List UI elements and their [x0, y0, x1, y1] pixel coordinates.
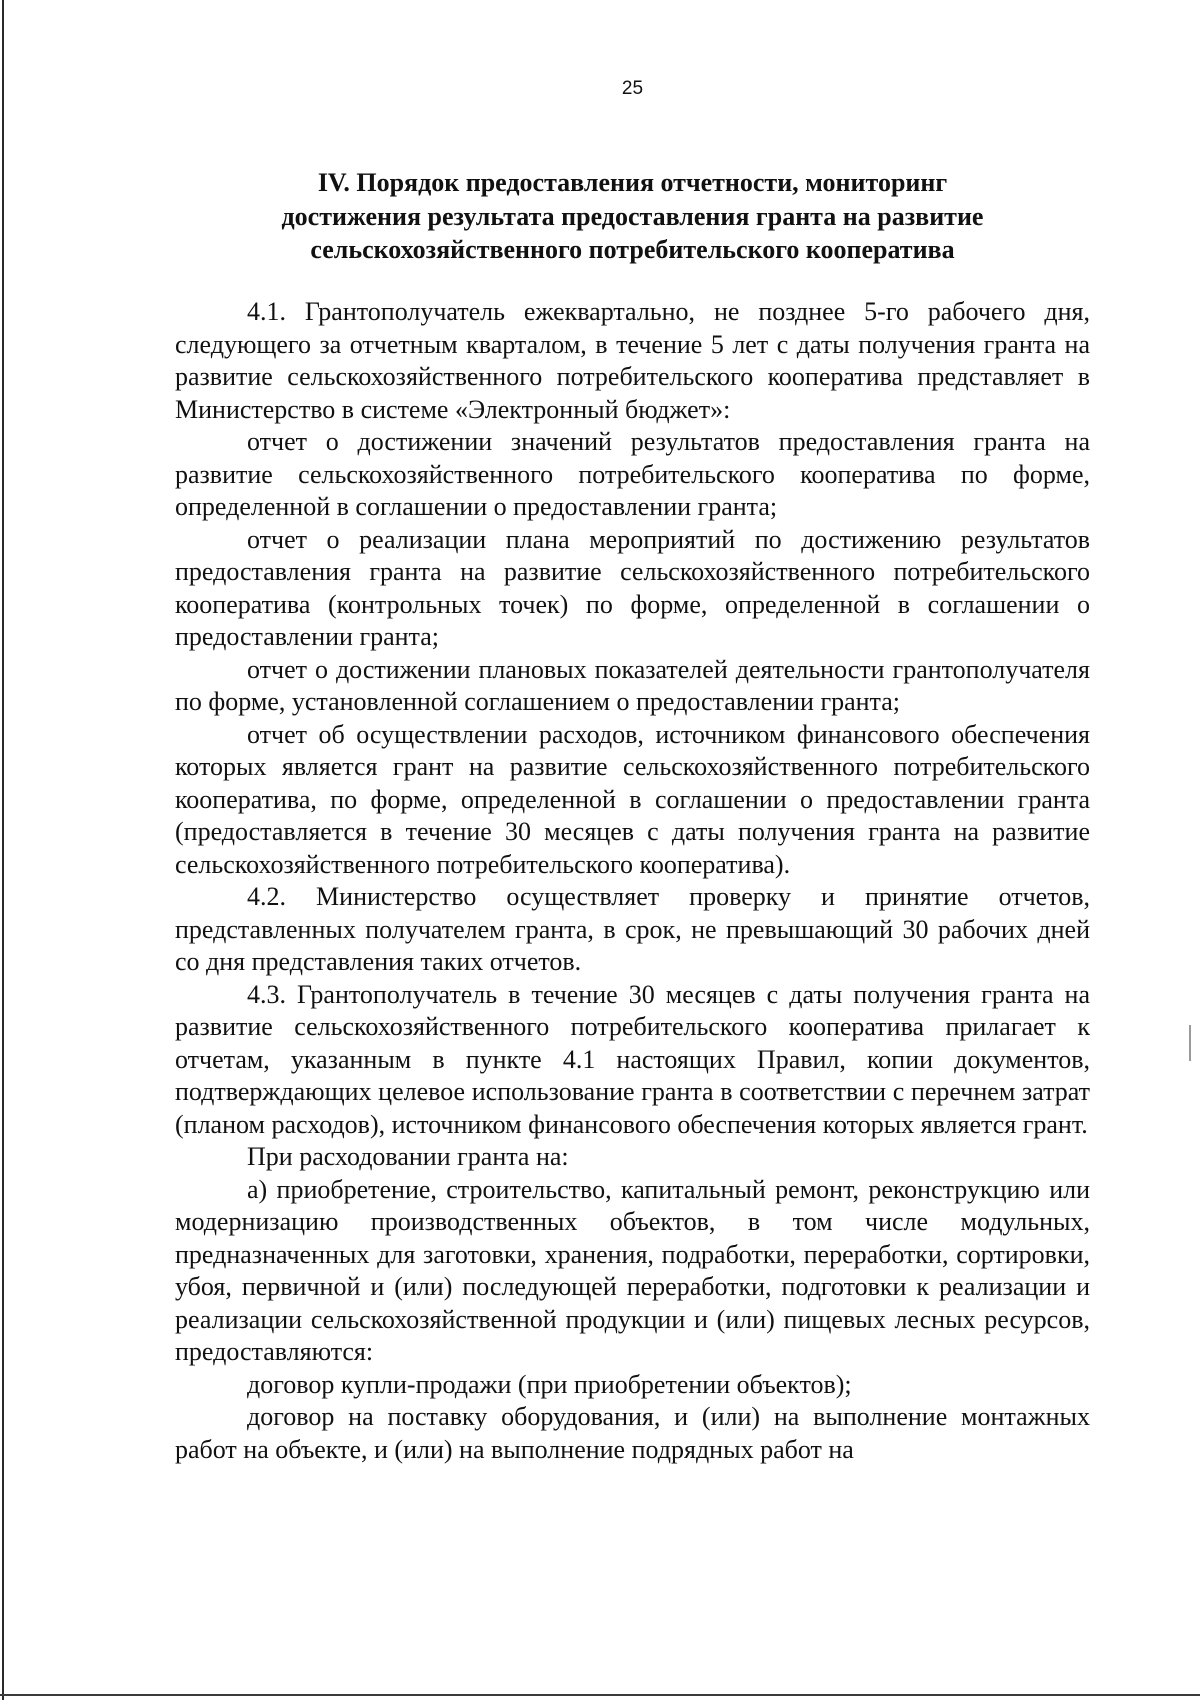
section-title	[175, 166, 1090, 267]
paragraph-supply-contract: договор на поставку оборудования, и (или) на выполнение монтажных работ на объекте, и (или) на выполнение подрядных работ на	[175, 1402, 1090, 1464]
paragraph-4-3: 4.3. Грантополучатель в течение 30 месяцев с даты получения гранта на развитие сельскохозяйственного потребительского кооператива прилагает к отчетам, указанным в пункте 4.1 настоящих Правил, копии документов, подтверждающих целевое использование гранта в соответствии с перечнем затрат (планом расходов), источником финансового обеспечения которых является грант.	[175, 979, 1090, 1139]
paragraph-item-a: а) приобретение, строительство, капитальный ремонт, реконструкцию или модернизацию производственных объектов, в том числе модульных, предназначенных для заготовки, хранения, подработки, переработки, сортировки, убоя, первичной и (или) последующей переработки, подготовки к реализации и реализации сельскохозяйственной продукции и (или) пищевых лесных ресурсов, предоставляются:	[175, 1174, 1090, 1366]
document-body	[175, 296, 1090, 1466]
paragraph-report-plan: отчет о реализации плана мероприятий по достижению результатов предоставления гранта на развитие сельскохозяйственного потребительского кооператива (контрольных точек) по форме, определенной в соглашении о предоставлении гранта;	[175, 524, 1090, 651]
section-title-line: IV. Порядок предоставления отчетности, мониторинг	[317, 168, 948, 197]
paragraph-report-results: отчет о достижении значений результатов предоставления гранта на развитие сельскохозяйственного потребительского кооператива по форме, определенной в соглашении о предоставлении гранта;	[175, 427, 1090, 521]
paragraph-sale-contract: договор купли-продажи (при приобретении объектов);	[247, 1369, 852, 1399]
paragraph-grant-spending: При расходовании гранта на:	[247, 1142, 569, 1171]
paragraph-4-2: 4.2. Министерство осуществляет проверку и принятие отчетов, представленных получателем гранта, в срок, не превышающий 30 рабочих дней со дня представления таких отчетов.	[175, 882, 1090, 976]
paragraph-4-1: 4.1. Грантополучатель ежеквартально, не позднее 5-го рабочего дня, следующего за отчетным кварталом, в течение 5 лет с даты получения гранта на развитие сельскохозяйственного потребительского кооператива представляет в Министерство в системе «Электронный бюджет»:	[175, 297, 1090, 424]
scan-bottom-edge	[0, 1694, 1200, 1696]
page-number: 25	[621, 78, 644, 99]
section-title-line: достижения результата предоставления гранта на развитие	[281, 201, 984, 231]
scan-left-edge	[2, 0, 4, 1700]
paragraph-report-expenses: отчет об осуществлении расходов, источником финансового обеспечения которых является грант на развитие сельскохозяйственного потребительского кооператива, по форме, определенной в соглашении о предоставлении гранта (предоставляется в течение 30 месяцев с даты получения гранта на развитие сельскохозяйственного потребительского кооператива).	[175, 719, 1090, 879]
section-title-line: сельскохозяйственного потребительского кооператива	[310, 235, 955, 264]
paragraph-report-indicators: отчет о достижении плановых показателей деятельности грантополучателя по форме, установленной соглашением о предоставлении гранта;	[175, 654, 1090, 716]
scan-right-mark	[1189, 1025, 1191, 1061]
